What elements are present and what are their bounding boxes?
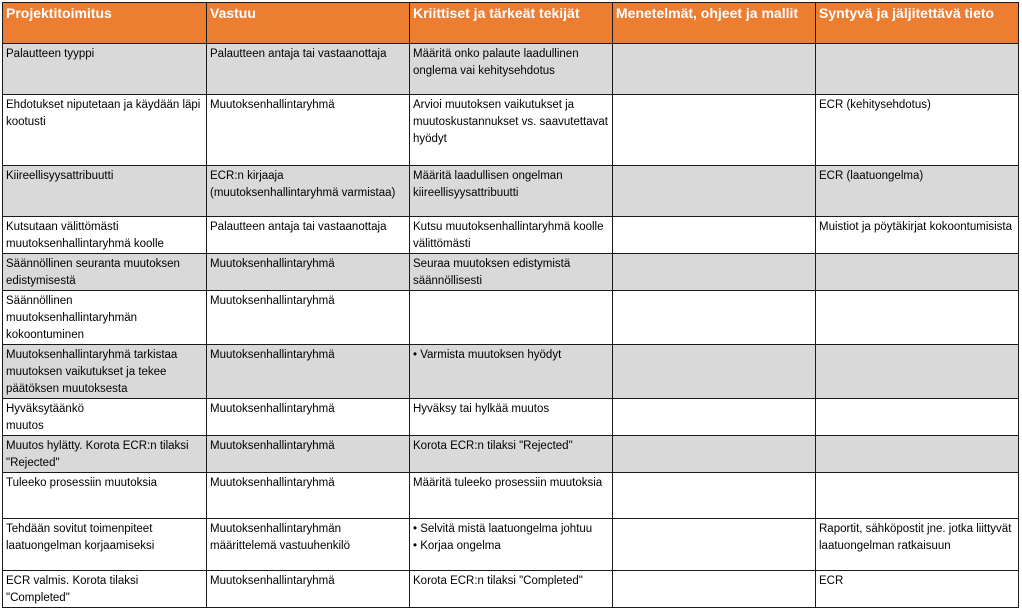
table-row xyxy=(3,166,1019,217)
table-row xyxy=(3,571,1019,608)
cell-methods xyxy=(613,254,816,291)
cell-responsibility: Muutoksenhallintaryhmä xyxy=(207,254,410,291)
header-menetelmat: Menetelmät, ohjeet ja mallit xyxy=(613,3,816,44)
table-row xyxy=(3,345,1019,399)
cell-task: Palautteen tyyppi xyxy=(3,44,207,95)
cell-task: Kutsutaan välittömästi muutoksenhallintaryhmä koolle xyxy=(3,217,207,254)
cell-info: ECR xyxy=(816,571,1019,608)
cell-task: Säännöllinen muutoksenhallintaryhmän kokoontuminen xyxy=(3,291,207,345)
cell-responsibility: Muutoksenhallintaryhmä xyxy=(207,473,410,519)
cell-info xyxy=(816,254,1019,291)
cell-critical: Määritä laadullisen ongelman kiireellisyysattribuutti xyxy=(410,166,613,217)
cell-critical: Seuraa muutoksen edistymistä säännöllisesti xyxy=(410,254,613,291)
cell-critical xyxy=(410,519,613,571)
cell-responsibility: Muutoksenhallintaryhmä xyxy=(207,95,410,166)
cell-task-line: muutos xyxy=(6,420,44,432)
cell-responsibility: Muutoksenhallintaryhmä xyxy=(207,399,410,436)
cell-task: Muutos hylätty. Korota ECR:n tilaksi "Rejected" xyxy=(3,436,207,473)
cell-critical: Kutsu muutoksenhallintaryhmä koolle välittömästi xyxy=(410,217,613,254)
cell-methods xyxy=(613,399,816,436)
cell-critical: Korota ECR:n tilaksi "Rejected" xyxy=(410,436,613,473)
table-row xyxy=(3,291,1019,345)
cell-task-line: Hyväksytäänkö xyxy=(6,403,84,415)
cell-task: Tuleeko prosessiin muutoksia xyxy=(3,473,207,519)
table-row xyxy=(3,436,1019,473)
cell-task: ECR valmis. Korota tilaksi "Completed" xyxy=(3,571,207,608)
cell-methods xyxy=(613,519,816,571)
cell-methods xyxy=(613,345,816,399)
cell-methods xyxy=(613,166,816,217)
table-row xyxy=(3,473,1019,519)
cell-task: Kiireellisyysattribuutti xyxy=(3,166,207,217)
cell-info: ECR (laatuongelma) xyxy=(816,166,1019,217)
header-row xyxy=(3,3,1019,44)
cell-responsibility: ECR:n kirjaaja (muutoksenhallintaryhmä varmistaa) xyxy=(207,166,410,217)
process-table xyxy=(2,2,1019,608)
cell-info: Muistiot ja pöytäkirjat kokoontumisista xyxy=(816,217,1019,254)
cell-responsibility: Muutoksenhallintaryhmä xyxy=(207,291,410,345)
cell-methods xyxy=(613,571,816,608)
cell-critical: Hyväksy tai hylkää muutos xyxy=(410,399,613,436)
cell-critical: Arvioi muutoksen vaikutukset ja muutoskustannukset vs. saavutettavat hyödyt xyxy=(410,95,613,166)
cell-responsibility: Muutoksenhallintaryhmä xyxy=(207,571,410,608)
cell-methods xyxy=(613,95,816,166)
bullet-item: • Selvitä mistä laatuongelma johtuu xyxy=(413,523,593,535)
cell-responsibility: Muutoksenhallintaryhmän määrittelemä vastuuhenkilö xyxy=(207,519,410,571)
cell-info: ECR (kehitysehdotus) xyxy=(816,95,1019,166)
table-row xyxy=(3,44,1019,95)
cell-methods xyxy=(613,436,816,473)
cell-info xyxy=(816,44,1019,95)
cell-info xyxy=(816,291,1019,345)
cell-info xyxy=(816,473,1019,519)
cell-info: Raportit, sähköpostit jne. jotka liittyvät laatuongelman ratkaisuun xyxy=(816,519,1019,571)
cell-responsibility: Palautteen antaja tai vastaanottaja xyxy=(207,217,410,254)
cell-methods xyxy=(613,217,816,254)
cell-methods xyxy=(613,473,816,519)
cell-methods xyxy=(613,44,816,95)
cell-task: Säännöllinen seuranta muutoksen edistymisestä xyxy=(3,254,207,291)
header-syntyva-tieto: Syntyvä ja jäljitettävä tieto xyxy=(816,3,1019,44)
table-row xyxy=(3,254,1019,291)
cell-responsibility: Muutoksenhallintaryhmä xyxy=(207,436,410,473)
cell-task: Muutoksenhallintaryhmä tarkistaa muutoksen vaikutukset ja tekee päätöksen muutoksesta xyxy=(3,345,207,399)
cell-info xyxy=(816,436,1019,473)
header-kriittiset: Kriittiset ja tärkeät tekijät xyxy=(410,3,613,44)
table-row xyxy=(3,399,1019,436)
cell-info xyxy=(816,399,1019,436)
cell-critical: Korota ECR:n tilaksi "Completed" xyxy=(410,571,613,608)
cell-critical: • Varmista muutoksen hyödyt xyxy=(410,345,613,399)
cell-task: Ehdotukset niputetaan ja käydään läpi kootusti xyxy=(3,95,207,166)
table-row xyxy=(3,519,1019,571)
cell-task xyxy=(3,399,207,436)
bullet-item: • Korjaa ongelma xyxy=(413,540,501,552)
cell-critical: Määritä onko palaute laadullinen onglema vai kehitysehdotus xyxy=(410,44,613,95)
header-projektitoimitus: Projektitoimitus xyxy=(3,3,207,44)
cell-critical: Määritä tuleeko prosessiin muutoksia xyxy=(410,473,613,519)
cell-task: Tehdään sovitut toimenpiteet laatuongelman korjaamiseksi xyxy=(3,519,207,571)
cell-responsibility: Palautteen antaja tai vastaanottaja xyxy=(207,44,410,95)
cell-critical xyxy=(410,291,613,345)
cell-methods xyxy=(613,291,816,345)
cell-responsibility: Muutoksenhallintaryhmä xyxy=(207,345,410,399)
header-vastuu: Vastuu xyxy=(207,3,410,44)
cell-info xyxy=(816,345,1019,399)
table-row xyxy=(3,95,1019,166)
table-row xyxy=(3,217,1019,254)
